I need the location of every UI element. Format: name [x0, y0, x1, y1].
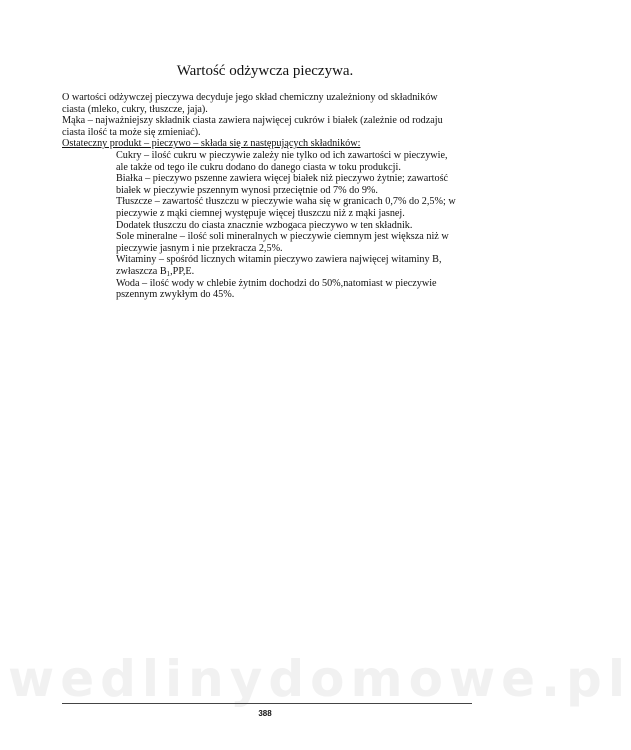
item-line: Dodatek tłuszczu do ciasta znacznie wzbogaca pieczywo w ten składnik. — [116, 219, 413, 231]
item-line: Tłuszcze – zawartość tłuszczu w pieczywie waha się w granicach 0,7% do 2,5%; w — [116, 196, 456, 208]
item-line: Sole mineralne – ilość soli mineralnych w pieczywie ciemnym jest większa niż w — [116, 231, 449, 243]
item-line: ale także od tego ile cukru dodano do danego ciasta w toku produkcji. — [116, 161, 401, 173]
watermark: wedlinydomowe.pl — [8, 650, 631, 708]
item-line: pieczywie z mąki ciemnej występuje więcej tłuszczu niż z mąki jasnej. — [116, 207, 405, 219]
water-line: Woda – ilość wody w chlebie żytnim dochodzi do 50%,natomiast w pieczywie — [116, 277, 437, 289]
item-line: białek w pieczywie pszennym wynosi przeciętnie od 7% do 9%. — [116, 184, 378, 196]
water-line: pszennym zwykłym do 45%. — [116, 289, 235, 301]
vitamin-subscript: 1 — [166, 269, 171, 278]
final-product-heading: Ostateczny produkt – pieczywo – składa się z następujących składników: — [62, 138, 361, 150]
item-line: Białka – pieczywo pszenne zawiera więcej białek niż pieczywo żytnie; zawartość — [116, 173, 449, 185]
intro-line: O wartości odżywczej pieczywa decyduje jego skład chemiczny uzależniony od składników — [62, 92, 438, 103]
intro-line: ciasta (mleko, cukry, tłuszcze, jaja). — [62, 103, 208, 115]
item-line: Witaminy – spośród licznych witamin pieczywo zawiera najwięcej witaminy B, — [116, 254, 442, 266]
item-line: Cukry – ilość cukru w pieczywie zależy nie tylko od ich zawartości w pieczywie, — [116, 149, 448, 161]
vitamin-line — [62, 266, 472, 278]
body-text — [62, 92, 472, 301]
intro-line: Mąka – najważniejszy składnik ciasta zawiera najwięcej cukrów i białek (zależnie od rodzaju — [62, 115, 443, 127]
item-line: pieczywie jasnym i nie przekracza 2,5%. — [116, 242, 283, 254]
page-title: Wartość odżywcza pieczywa. — [176, 63, 354, 79]
vitamin-text: zwłaszcza B — [116, 265, 167, 277]
footer-divider — [62, 703, 472, 704]
intro-line: ciasta ilość ta może się zmieniać). — [62, 126, 201, 138]
page-number: 388 — [258, 709, 272, 718]
vitamin-text-rest: ,PP,E. — [170, 265, 195, 277]
